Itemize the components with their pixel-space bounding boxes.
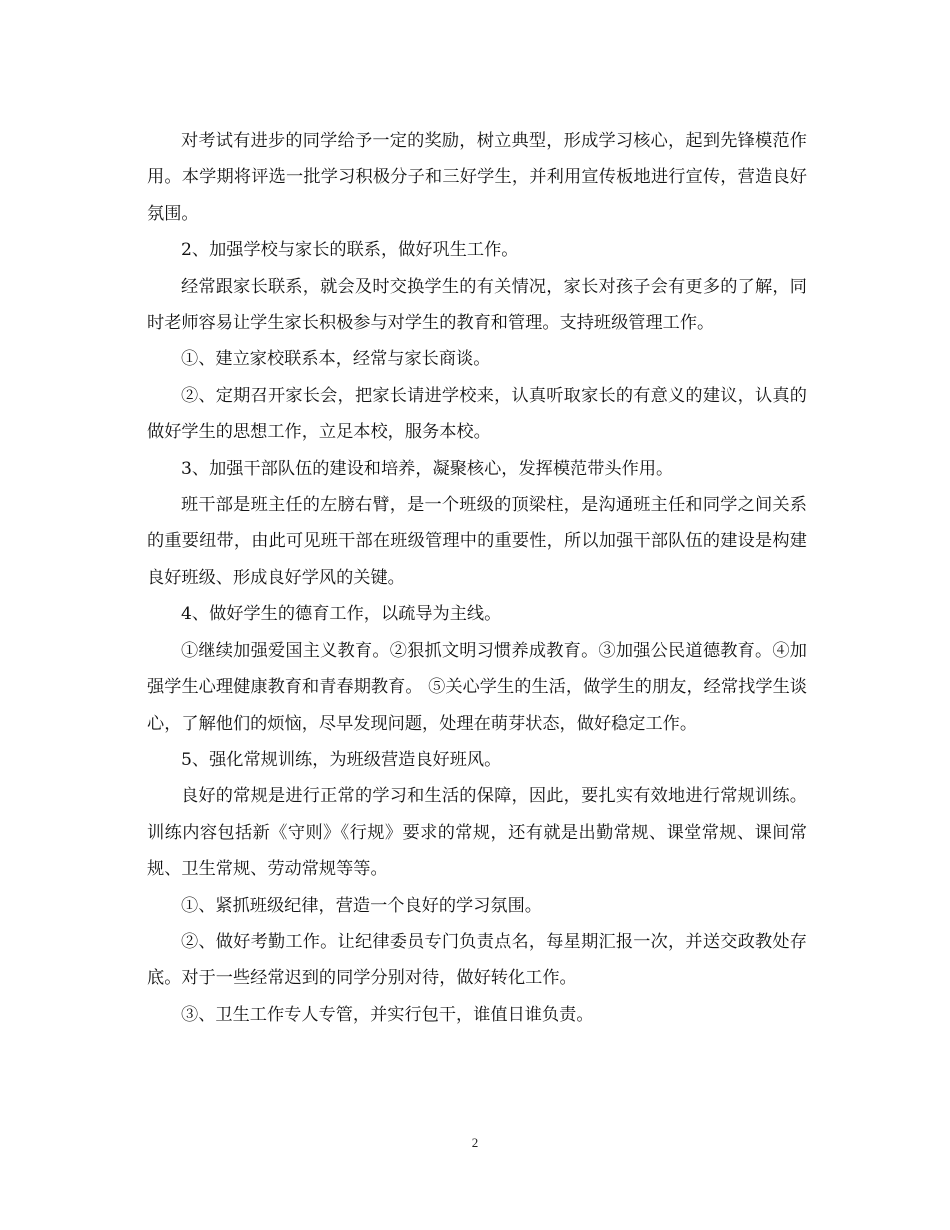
list-item-4: ①、建立家校联系本，经常与家长商谈。 (181, 349, 491, 370)
paragraph-11: 良好的常规是进行正常的学习和生活的保障，因此，要扎实有效地进行常规训练。训练内容包括新《守则》《行规》要求的常规，还有就是出勤常规、课堂常规、课间常规、卫生常规、劳动常规等等。 (147, 786, 807, 880)
heading-item-6: 3、加强干部队伍的建设和培养，凝聚核心，发挥模范带头作用。 (181, 458, 674, 479)
list-item-5: ②、定期召开家长会，把家长请进学校来，认真听取家长的有意义的建议，认真的做好学生的思想工作，立足本校，服务本校。 (147, 385, 807, 443)
paragraph-9: ①继续加强爱国主义教育。②狠抓文明习惯养成教育。③加强公民道德教育。④加强学生心理健康教育和青春期教育。 ⑤关心学生的生活，做学生的朋友，经常找学生谈心，了解他们的烦恼，尽早发现问题，处理在萌芽状态，做好稳定工作。 (147, 640, 807, 734)
list-item-12: ①、紧抓班级纪律，营造一个良好的学习氛围。 (181, 895, 542, 916)
document-body (147, 123, 807, 1033)
paragraph-3: 经常跟家长联系，就会及时交换学生的有关情况，家长对孩子会有更多的了解，同时老师容易让学生家长积极参与对学生的教育和管理。支持班级管理工作。 (147, 276, 807, 334)
heading-item-2: 2、加强学校与家长的联系，做好巩生工作。 (181, 240, 519, 261)
list-item-13: ②、做好考勤工作。让纪律委员专门负责点名，每星期汇报一次，并送交政教处存底。对于一些经常迟到的同学分别对待，做好转化工作。 (147, 931, 807, 989)
heading-item-8: 4、做好学生的德育工作，以疏导为主线。 (181, 604, 502, 625)
heading-item-10: 5、强化常规训练，为班级营造良好班风。 (181, 749, 502, 770)
paragraph-1: 对考试有进步的同学给予一定的奖励，树立典型，形成学习核心，起到先锋模范作用。本学期将评选一批学习积极分子和三好学生，并利用宣传板地进行宣传，营造良好氛围。 (147, 131, 807, 224)
paragraph-7: 班干部是班主任的左膀右臂，是一个班级的顶梁柱，是沟通班主任和同学之间关系的重要纽带，由此可见班干部在班级管理中的重要性，所以加强干部队伍的建设是构建良好班级、形成良好学风的关键。 (147, 495, 807, 588)
page-number: 2 (471, 1135, 479, 1150)
list-item-14: ③、卫生工作专人专管，并实行包干，谁值日谁负责。 (181, 1004, 594, 1025)
